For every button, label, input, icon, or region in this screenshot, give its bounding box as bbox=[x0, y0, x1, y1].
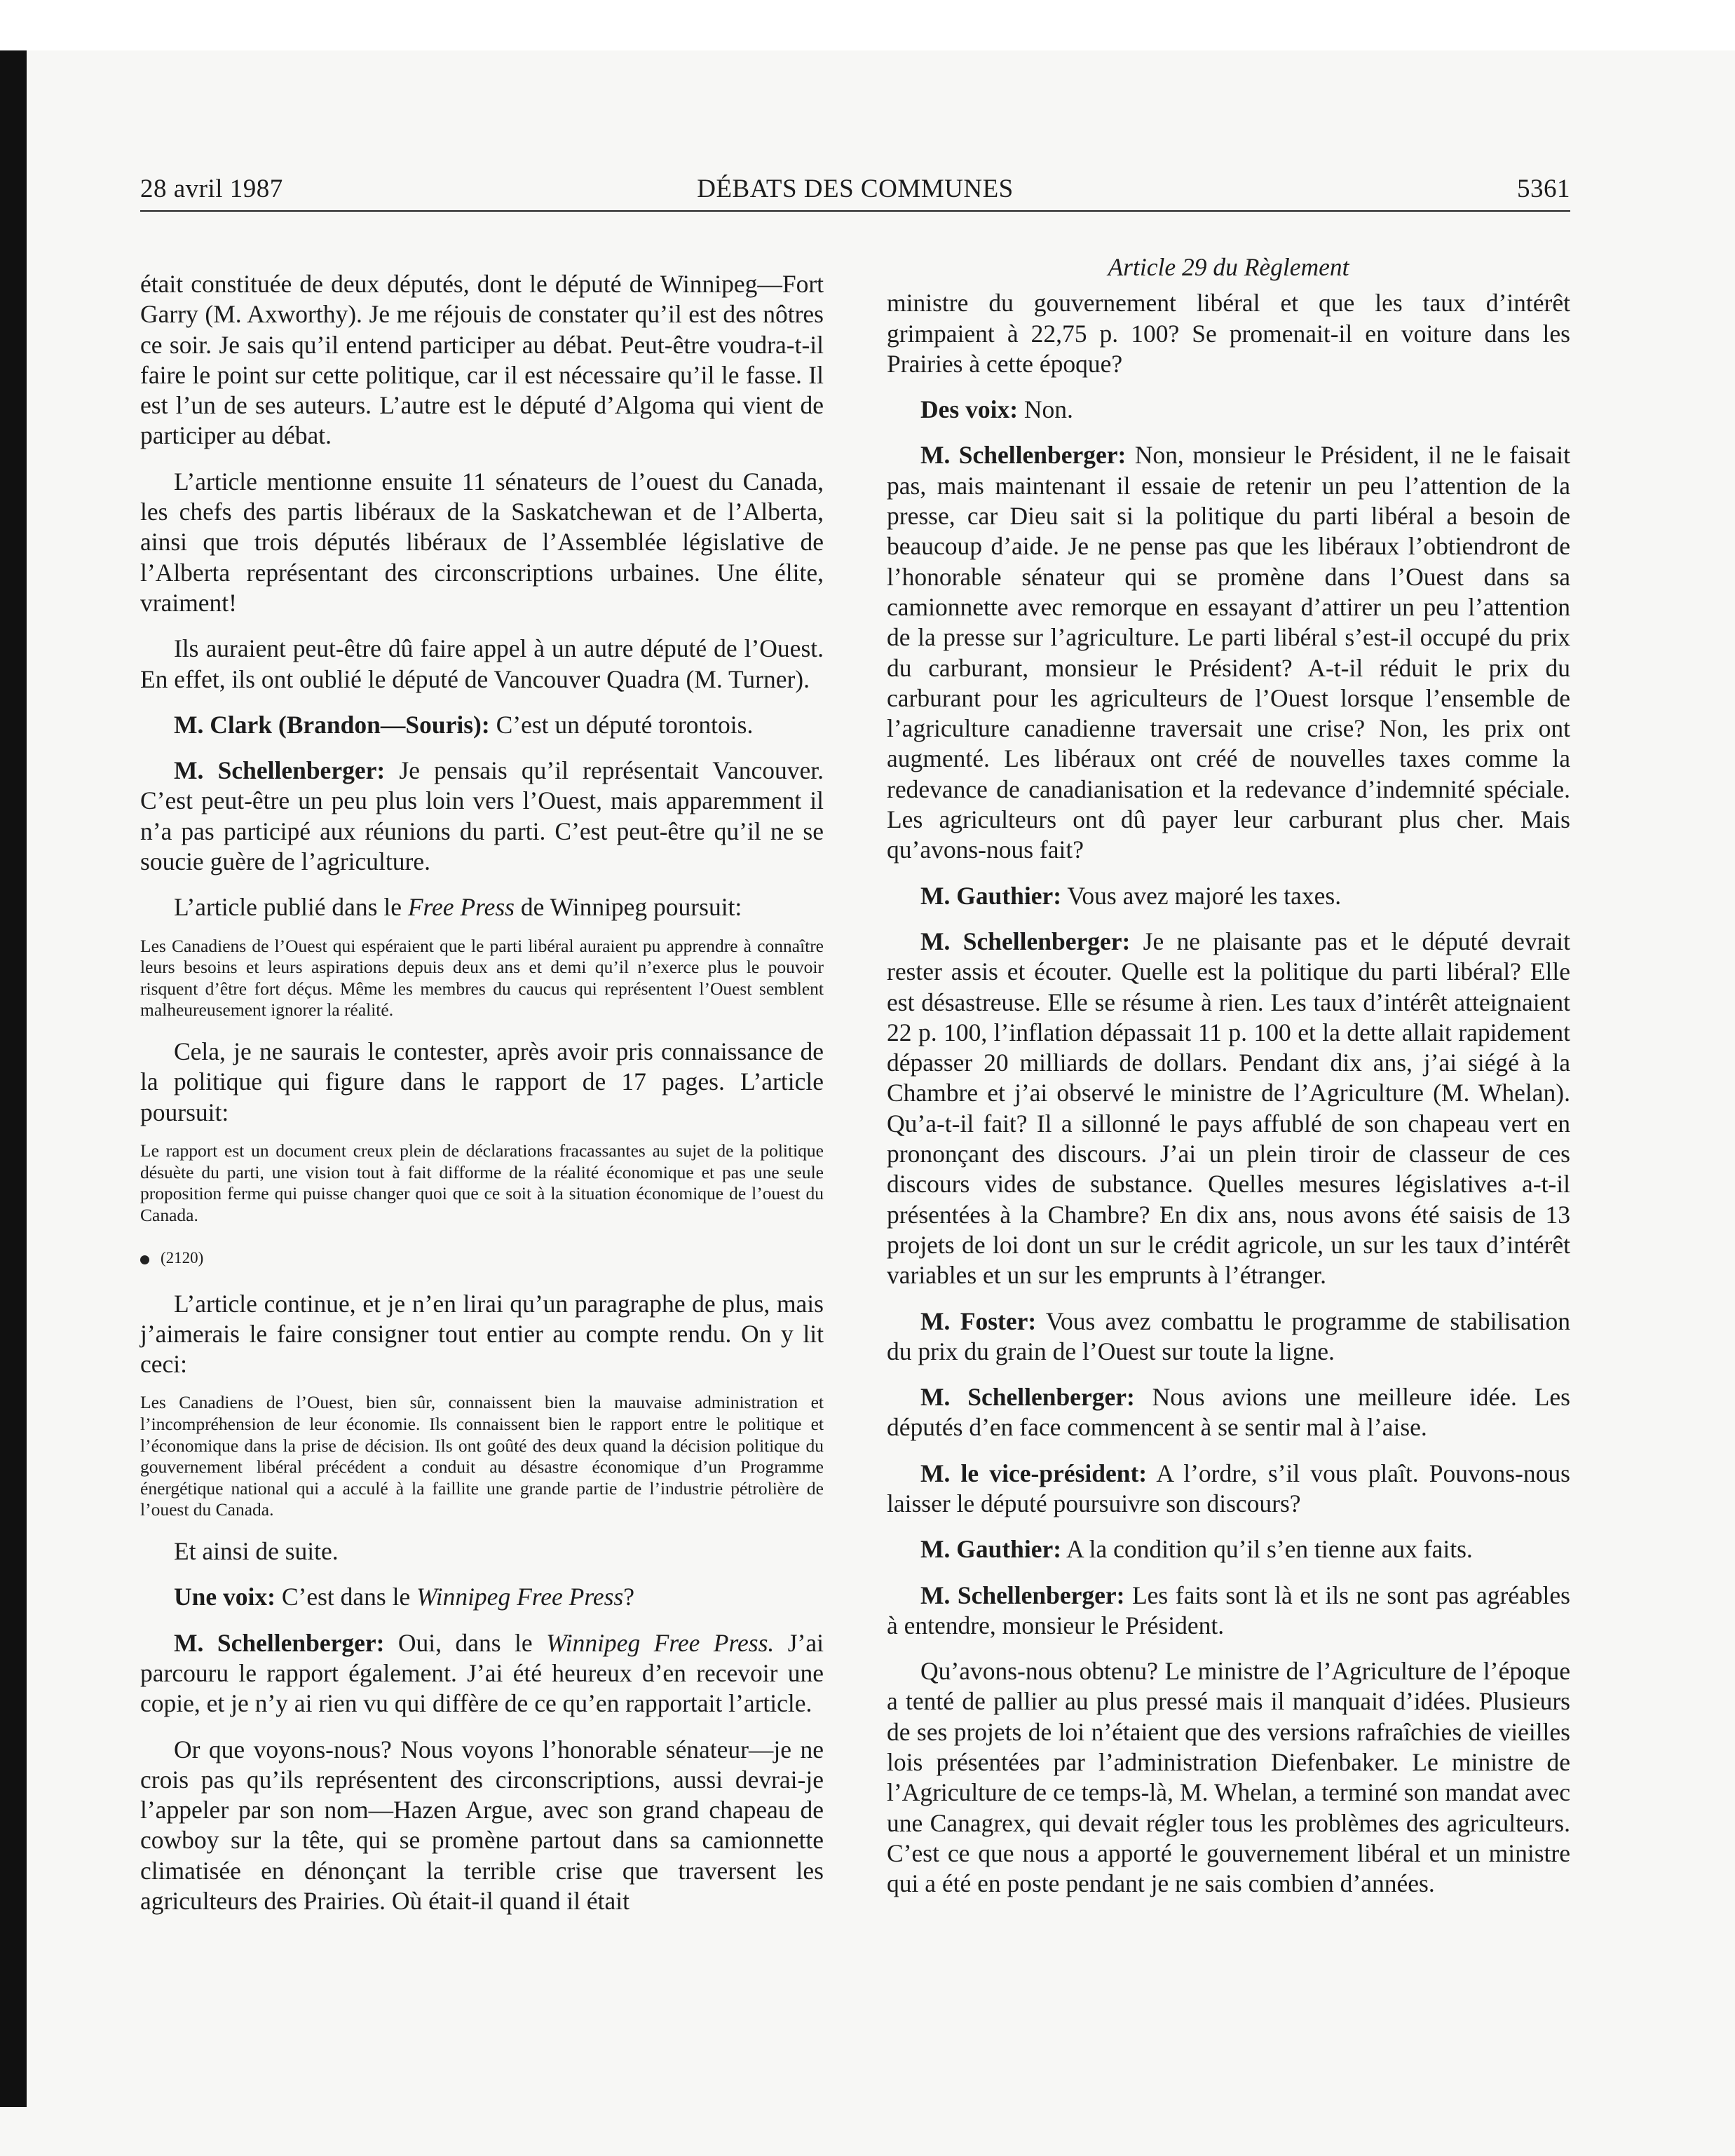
speaker-name: M. Schellenberger: bbox=[920, 441, 1127, 470]
block-quote: Les Canadiens de l’Ouest, bien sûr, connaissent bien la mauvaise administration et l’incompréhension de leur économie. Ils connaissent bien le rapport entre le politique et l’économique dans la prise de décision. Ils ont goûté des deux quand la décision politique du gouvernement libéral précédent a conduit au désastre économique d’un Programme énergétique national qui a acculé à la faillite une grande partie de l’industrie pétrolière de l’ouest du Canada. bbox=[140, 1392, 824, 1520]
speaker-name: M. Schellenberger: bbox=[920, 1383, 1135, 1412]
speech-text: Je pensais qu’il représentait Vancouver. C’est peut-être un peu plus loin vers l’Ouest, mais apparemment il n’a pas participé aux réunions du parti. C’est peut-être qu’il ne se soucie guère de l’agriculture. bbox=[140, 756, 824, 876]
speech-text: Je ne plaisante pas et le député devrait rester assis et écouter. Quelle est la politique du parti libéral? Elle est désastreuse. Elle se résume à rien. Les taux d’intérêt atteignaient 22 p. 100, l’inflation dépassait 11 p. 100 et la dette allait rapidement dépasser 20 milliards de dollars. Pendant dix ans, j’ai siégé à la Chambre et j’ai observé le ministre de l’Agriculture (M. Whelan). Qu’a-t-il fait? Il a sillonné le pays affublé de son chapeau vert en prononçant des discours. J’ai un plein tiroir de classeur de ces discours vides de substance. Quelles mesures législatives a-t-il présentées à la Chambre? En dix ans, nous avons été saisis de 13 projets de loi dont un sur le crédit agricole, un sur les taux d’intérêt variables et un sur les emprunts à l’étranger. bbox=[887, 927, 1570, 1290]
time-marker-text: (2120) bbox=[161, 1249, 204, 1267]
speech-text: Nous avions une meilleure idée. Les députés d’en face commencent à se sentir mal à l’aise. bbox=[887, 1383, 1571, 1442]
paragraph: était constituée de deux députés, dont le député de Winnipeg—Fort Garry (M. Axworthy). Je me réjouis de constater qu’il est des nôtres ce soir. Je sais qu’il entend participer au débat. Peut-être voudra-t-il faire le point sur cette politique, car il est nécessaire qu’il le fasse. Il est l’un de ses auteurs. L’autre est le député d’Algoma qui vient de participer au débat. bbox=[140, 270, 824, 450]
speaker-name: M. Schellenberger: bbox=[174, 1628, 385, 1657]
speech bbox=[140, 756, 824, 877]
speaker-name: Des voix: bbox=[920, 395, 1019, 424]
paragraph: Et ainsi de suite. bbox=[174, 1537, 339, 1566]
speech bbox=[887, 881, 1570, 911]
speaker-name: M. le vice-président: bbox=[920, 1459, 1148, 1487]
speech bbox=[140, 1628, 824, 1719]
speaker-name: M. Gauthier: bbox=[920, 1535, 1062, 1564]
scan-border-top bbox=[0, 0, 1735, 50]
block-quote: Les Canadiens de l’Ouest qui espéraient que le parti libéral auraient pu apprendre à connaître leurs besoins et leurs aspirations depuis deux ans et demi qu’il n’exerce plus le pouvoir risquent d’être fort déçus. Même les membres du caucus qui représentent l’Ouest semblent malheureusement ignorer la réalité. bbox=[140, 935, 824, 1021]
text-run: L’article publié dans le bbox=[174, 893, 408, 922]
speaker-name: M. Schellenberger: bbox=[174, 756, 386, 785]
header-page-number: 5361 bbox=[1517, 175, 1570, 203]
speech-text: Vous avez majoré les taxes. bbox=[1061, 881, 1342, 910]
speech bbox=[887, 1581, 1570, 1642]
speech bbox=[887, 395, 1570, 425]
speech bbox=[140, 710, 824, 740]
speaker-name: M. Clark (Brandon—Souris): bbox=[174, 710, 490, 739]
speech-text: Les faits sont là et ils ne sont pas agréables à entendre, monsieur le Président. bbox=[887, 1581, 1570, 1639]
speaker-name: M. Gauthier: bbox=[920, 881, 1062, 910]
speech bbox=[887, 1306, 1570, 1367]
speech bbox=[887, 927, 1570, 1291]
header-date: 28 avril 1987 bbox=[140, 175, 283, 203]
speech-text: Non, monsieur le Président, il ne le faisait pas, mais maintenant il essaie de retenir un peu l’attention de la presse, car Dieu sait si la politique du parti libéral a besoin de beaucoup d’aide. Je ne pense pas que les libéraux l’obtiendront de l’honorable sénateur qui se promène dans l’Ouest dans sa camionnette avec remorque en essayant d’attirer un peu l’attention de la presse sur l’agriculture. Le parti libéral s’est-il occupé du prix du carburant, monsieur le Président? A-t-il réduit le prix du carburant pour les agriculteurs de l’Ouest lorsque l’ensemble de l’agriculture canadienne traversait une crise? Non, les prix ont augmenté. Les libéraux ont créé de nouvelles taxes comme la redevance de canadianisation et la redevance d’indemnité spéciale. Les agriculteurs ont dû payer leur carburant plus cher. Mais qu’avons-nous fait? bbox=[887, 441, 1571, 864]
publication-title: Winnipeg Free Press bbox=[416, 1583, 624, 1611]
paragraph: ministre du gouvernement libéral et que les taux d’intérêt grimpaient à 22,75 p. 100? Se promenait-il en voiture dans les Prairies à cette époque? bbox=[887, 289, 1570, 378]
right-column bbox=[887, 252, 1570, 1899]
section-title: Article 29 du Règlement bbox=[1108, 253, 1349, 281]
speech bbox=[887, 440, 1570, 865]
bullet-icon bbox=[140, 1255, 149, 1264]
speech-text: Non. bbox=[1018, 395, 1073, 424]
speaker-name: Une voix: bbox=[174, 1583, 275, 1611]
speech bbox=[887, 1534, 1570, 1564]
paragraph: Or que voyons-nous? Nous voyons l’honorable sénateur—je ne crois pas qu’ils représentent des circonscriptions, aussi devrai-je l’appeler par son nom—Hazen Argue, avec son grand chapeau de cowboy sur la tête, qui se promène partout dans sa camionnette climatisée en dénonçant la terrible crise que traversent les agriculteurs des Prairies. Où était-il quand il était bbox=[140, 1735, 824, 1915]
paragraph: L’article mentionne ensuite 11 sénateurs de l’ouest du Canada, les chefs des partis libéraux de la Saskatchewan et de l’Alberta, ainsi que trois députés libéraux de l’Assemblée législative de l’Alberta représentant des circonscriptions urbaines. Une élite, vraiment! bbox=[140, 467, 824, 617]
text-run: C’est dans le bbox=[275, 1583, 417, 1611]
speech bbox=[887, 1382, 1570, 1443]
text-run: ? bbox=[623, 1583, 634, 1611]
speech-text: C’est un député torontois. bbox=[489, 710, 754, 739]
document-page bbox=[140, 170, 1571, 1915]
paragraph: Ils auraient peut-être dû faire appel à un autre député de l’Ouest. En effet, ils ont oublié le député de Vancouver Quadra (M. Turner). bbox=[140, 634, 824, 693]
scan-border-left bbox=[0, 50, 27, 2107]
speaker-name: M. Schellenberger: bbox=[920, 927, 1131, 955]
left-column bbox=[140, 269, 824, 1916]
speech-text: Vous avez combattu le programme de stabilisation du prix du grain de l’Ouest sur toute la ligne. bbox=[887, 1306, 1570, 1365]
text-run: de Winnipeg poursuit: bbox=[515, 893, 742, 922]
paragraph bbox=[140, 892, 824, 922]
publication-title: Winnipeg Free Press. bbox=[546, 1628, 775, 1657]
speech-text: A la condition qu’il s’en tienne aux faits. bbox=[1061, 1535, 1473, 1564]
text-run: Oui, dans le bbox=[384, 1628, 547, 1657]
speaker-name: M. Schellenberger: bbox=[920, 1581, 1125, 1609]
header-title: DÉBATS DES COMMUNES bbox=[697, 175, 1014, 203]
speech bbox=[887, 1459, 1570, 1520]
page-header bbox=[140, 170, 1570, 212]
time-marker bbox=[140, 1243, 824, 1273]
paragraph: Qu’avons-nous obtenu? Le ministre de l’Agriculture de l’époque a tenté de pallier au plus pressé mais il manquait d’idées. Plusieurs de ses projets de loi n’étaient que des versions rafraîchies de vieilles lois présentées par l’administration Diefenbaker. Le ministre de l’Agriculture de ce temps-là, M. Whelan, a terminé son mandat avec une Canagrex, qui devait régler tous les problèmes des agriculteurs. C’est ce que nous a apporté le gouvernement libéral et un ministre qui a été en poste pendant je ne sais combien d’années. bbox=[887, 1657, 1570, 1898]
block-quote: Le rapport est un document creux plein de déclarations fracassantes au sujet de la politique désuète du parti, une vision tout à fait difforme de la réalité économique et pas une seule proposition ferme qui puisse changer quoi que ce soit à la situation économique de l’ouest du Canada. bbox=[140, 1140, 824, 1225]
paragraph: L’article continue, et je n’en lirai qu’un paragraphe de plus, mais j’aimerais le faire consigner tout entier au compte rendu. On y lit ceci: bbox=[140, 1289, 824, 1379]
text-run: J’ai parcouru le rapport également. J’ai été heureux d’en recevoir une copie, et je n’y ai rien vu qui diffère de ce qu’en rapportait l’article. bbox=[140, 1628, 824, 1718]
speech bbox=[140, 1582, 824, 1612]
speaker-name: M. Foster: bbox=[920, 1306, 1037, 1335]
paragraph: Cela, je ne saurais le contester, après avoir pris connaissance de la politique qui figure dans le rapport de 17 pages. L’article poursuit: bbox=[140, 1037, 824, 1126]
speech-text: A l’ordre, s’il vous plaît. Pouvons-nous laisser le député poursuivre son discours? bbox=[887, 1459, 1570, 1517]
publication-title: Free Press bbox=[407, 893, 515, 922]
